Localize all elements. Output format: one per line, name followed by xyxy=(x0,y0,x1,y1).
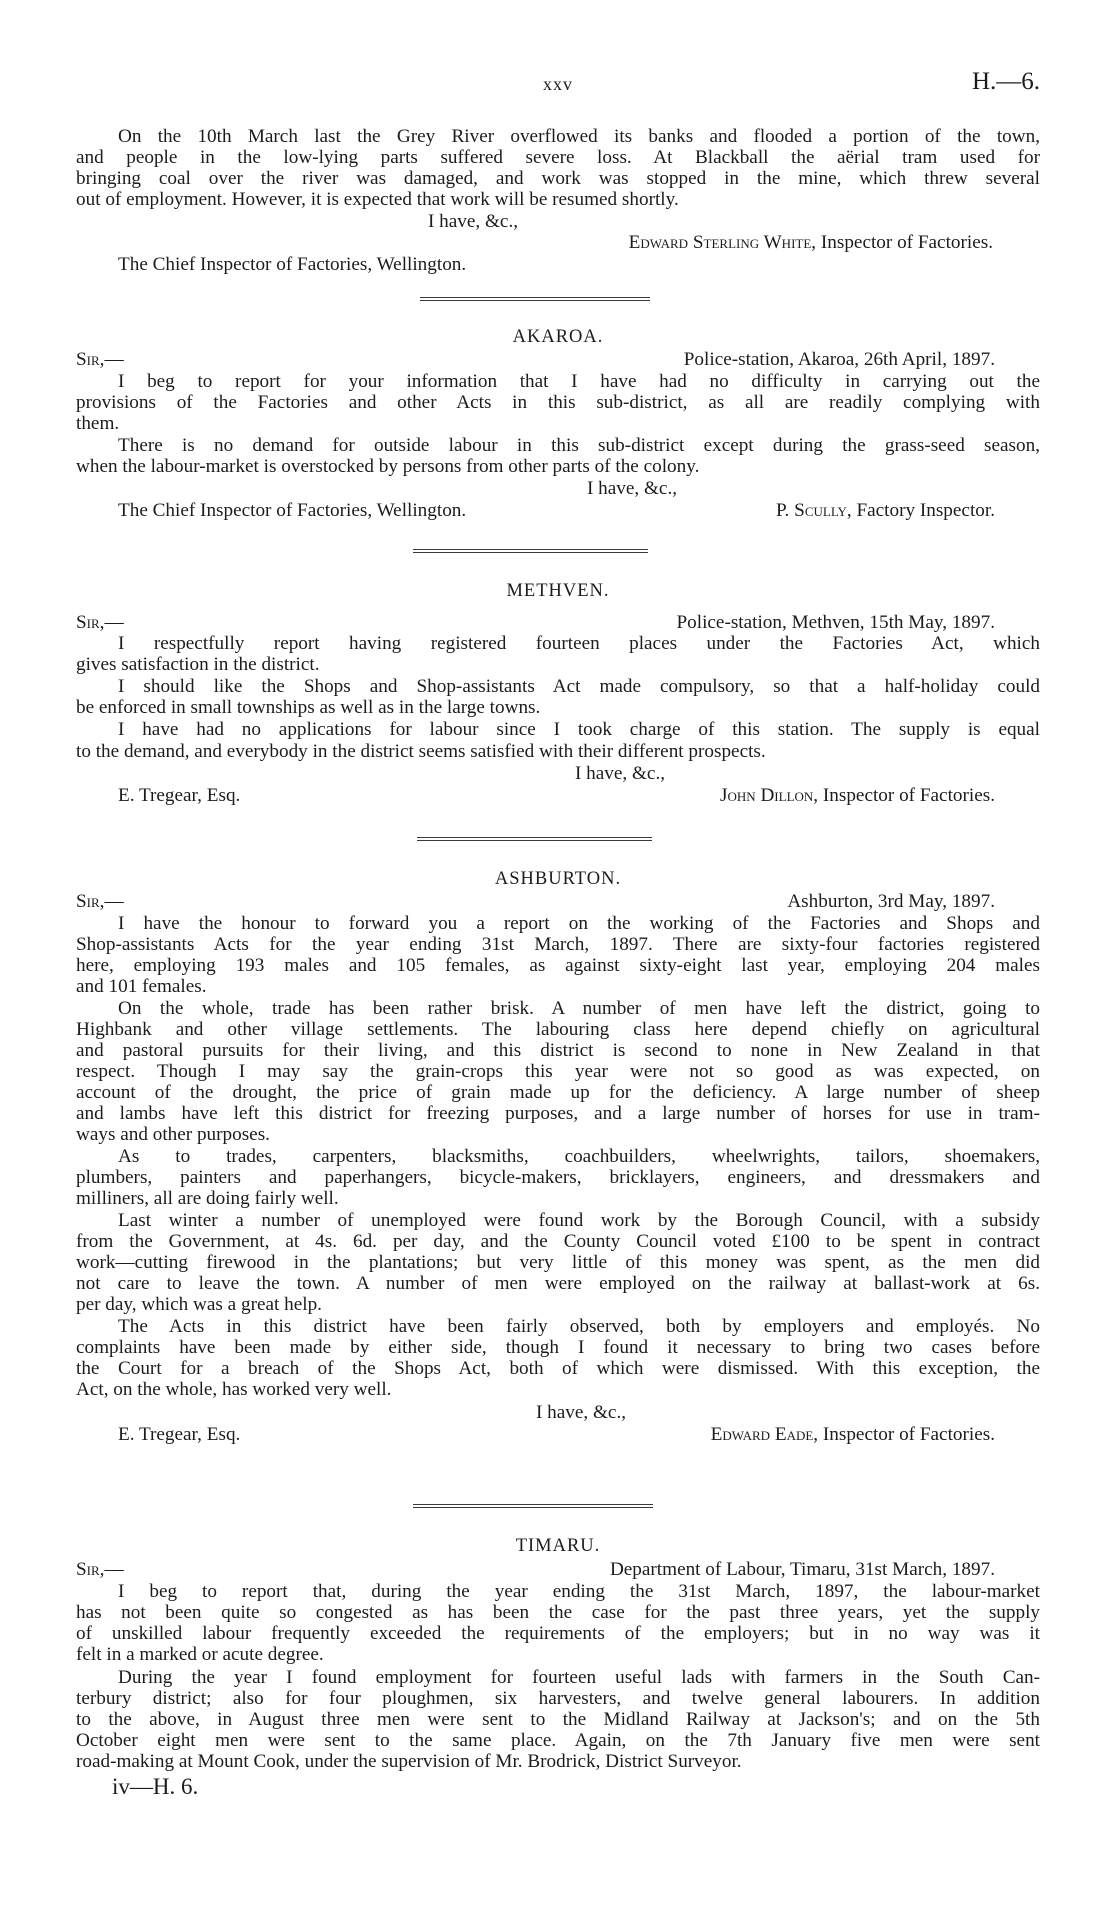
ashburton-p3-line-3: milliners, all are doing fairly well. xyxy=(76,1188,339,1209)
ashburton-p1-line-3: here, employing 193 males and 105 females, as against sixty-eight last year, employing 204 males xyxy=(76,955,1040,976)
grey-closing: I have, &c., xyxy=(428,211,519,232)
methven-closing: I have, &c., xyxy=(575,763,666,784)
section-divider xyxy=(413,1504,653,1509)
timaru-salutation: Sir,— xyxy=(76,1559,124,1580)
ashburton-addressee: E. Tregear, Esq. xyxy=(118,1424,241,1445)
signature-mark: iv—H. 6. xyxy=(112,1774,199,1799)
ashburton-p3-line-1: As to trades, carpenters, blacksmiths, coachbuilders, wheelwrights, tailors, shoemakers, xyxy=(118,1146,1040,1167)
ashburton-p1-line-2: Shop-assistants Acts for the year ending 31st March, 1897. There are sixty-four factories registered xyxy=(76,934,1040,955)
akaroa-p1-line-1: I beg to report for your information that I have had no difficulty in carrying out the xyxy=(118,371,1040,392)
page-number: xxv xyxy=(543,74,573,94)
ashburton-p4-line-1: Last winter a number of unemployed were found work by the Borough Council, with a subsidy xyxy=(118,1210,1040,1231)
timaru-address: Department of Labour, Timaru, 31st March, 1897. xyxy=(609,1559,995,1580)
ashburton-p2-line-6: and lambs have left this district for freezing purposes, and a large number of horses for use in tram- xyxy=(76,1103,1040,1124)
ashburton-p5-line-3: the Court for a breach of the Shops Act, both of which were dismissed. With this exception, the xyxy=(76,1358,1040,1379)
ashburton-p4-line-4: not care to leave the town. A number of men were employed on the railway at ballast-work at 6s. xyxy=(76,1273,1040,1294)
ashburton-signature xyxy=(580,1424,995,1446)
ashburton-p4-line-5: per day, which was a great help. xyxy=(76,1294,322,1315)
timaru-heading: TIMARU. xyxy=(515,1536,601,1556)
grey-line-3: bringing coal over the river was damaged, and work was stopped in the mine, which threw several xyxy=(76,168,1040,189)
ashburton-signature-title: , Inspector of Factories. xyxy=(813,1424,995,1445)
akaroa-signature-title: , Factory Inspector. xyxy=(846,500,995,521)
grey-addressee: The Chief Inspector of Factories, Wellington. xyxy=(118,254,467,275)
timaru-p2-line-2: terbury district; also for four ploughmen, six harvesters, and twelve general labourers. In addition xyxy=(76,1688,1040,1709)
timaru-p1-line-3: of unskilled labour frequently exceeded the requirements of the employers; but in no way was it xyxy=(76,1623,1040,1644)
ashburton-p2-line-7: ways and other purposes. xyxy=(76,1124,270,1145)
section-divider xyxy=(417,837,652,842)
ashburton-p2-line-1: On the whole, trade has been rather brisk. A number of men have left the district, going to xyxy=(118,998,1040,1019)
ashburton-p4-line-2: from the Government, at 4s. 6d. per day, and the County Council voted £100 to be spent in contract xyxy=(76,1231,1040,1252)
akaroa-address: Police-station, Akaroa, 26th April, 1897. xyxy=(683,349,995,370)
ashburton-p2-line-3: and pastoral pursuits for their living, and this district is second to none in New Zealand in that xyxy=(76,1040,1040,1061)
akaroa-salutation: Sir,— xyxy=(76,349,124,370)
methven-signature-name: John Dillon xyxy=(720,785,814,806)
timaru-p2-line-4: October eight men were sent to the same place. Again, on the 7th January five men were sent xyxy=(76,1730,1040,1751)
timaru-p2-line-5: road-making at Mount Cook, under the supervision of Mr. Brodrick, District Surveyor. xyxy=(76,1751,742,1772)
methven-p3-line-2: to the demand, and everybody in the district seems satisfied with their different prospects. xyxy=(76,741,766,762)
akaroa-p2-line-2: when the labour-market is overstocked by persons from other parts of the colony. xyxy=(76,456,700,477)
akaroa-addressee: The Chief Inspector of Factories, Wellington. xyxy=(118,500,467,521)
akaroa-p1-line-2: provisions of the Factories and other Acts in this sub-district, as all are readily complying with xyxy=(76,392,1040,413)
ashburton-p1-line-1: I have the honour to forward you a report on the working of the Factories and Shops and xyxy=(118,913,1040,934)
grey-line-1: On the 10th March last the Grey River overflowed its banks and flooded a portion of the town, xyxy=(118,126,1040,147)
ashburton-address: Ashburton, 3rd May, 1897. xyxy=(787,891,995,912)
akaroa-heading: AKAROA. xyxy=(512,327,604,347)
ashburton-p5-line-4: Act, on the whole, has worked very well. xyxy=(76,1379,392,1400)
akaroa-p1-line-3: them. xyxy=(76,413,120,434)
timaru-p1-line-2: has not been quite so congested as has been the case for the past three years, yet the supply xyxy=(76,1602,1040,1623)
grey-signature xyxy=(453,232,993,254)
akaroa-signature-name: P. Scully xyxy=(776,500,847,521)
timaru-p2-line-1: During the year I found employment for fourteen useful lads with farmers in the South Can- xyxy=(118,1667,1040,1688)
methven-address: Police-station, Methven, 15th May, 1897. xyxy=(676,612,995,633)
ashburton-p5-line-1: The Acts in this district have been fairly observed, both by employers and employés. No xyxy=(118,1316,1040,1337)
grey-line-2: and people in the low-lying parts suffered severe loss. At Blackball the aërial tram used for xyxy=(76,147,1040,168)
document-reference: H.—6. xyxy=(971,68,1040,95)
ashburton-heading: ASHBURTON. xyxy=(494,869,622,889)
methven-signature-title: , Inspector of Factories. xyxy=(813,785,995,806)
ashburton-p1-line-4: and 101 females. xyxy=(76,976,207,997)
methven-p1-line-2: gives satisfaction in the district. xyxy=(76,654,320,675)
methven-p2-line-2: be enforced in small townships as well as in the large towns. xyxy=(76,697,541,718)
methven-p1-line-1: I respectfully report having registered fourteen places under the Factories Act, which xyxy=(118,633,1040,654)
section-divider xyxy=(420,297,650,302)
ashburton-p3-line-2: plumbers, painters and paperhangers, bicycle-makers, bricklayers, engineers, and dressmakers and xyxy=(76,1167,1040,1188)
ashburton-signature-name: Edward Eade xyxy=(710,1424,814,1445)
ashburton-p5-line-2: complaints have been made by either side, though I found it necessary to bring two cases before xyxy=(76,1337,1040,1358)
timaru-p2-line-3: to the above, in August three men were sent to the Midland Railway at Jackson's; and on the 5th xyxy=(76,1709,1040,1730)
timaru-p1-line-1: I beg to report that, during the year ending the 31st March, 1897, the labour-market xyxy=(118,1581,1040,1602)
ashburton-p4-line-3: work—cutting firewood in the plantations; but very little of this money was spent, as the men did xyxy=(76,1252,1040,1273)
methven-salutation: Sir,— xyxy=(76,612,124,633)
methven-p2-line-1: I should like the Shops and Shop-assistants Act made compulsory, so that a half-holiday could xyxy=(118,676,1040,697)
ashburton-closing: I have, &c., xyxy=(536,1402,627,1423)
methven-signature xyxy=(580,785,995,807)
grey-signature-name: Edward Sterling White xyxy=(628,232,812,253)
ashburton-p2-line-5: account of the drought, the price of grain made up for the deficiency. A large number of sheep xyxy=(76,1082,1040,1103)
timaru-p1-line-4: felt in a marked or acute degree. xyxy=(76,1644,324,1665)
grey-line-4: out of employment. However, it is expected that work will be resumed shortly. xyxy=(76,189,679,210)
grey-signature-title: , Inspector of Factories. xyxy=(811,232,993,253)
ashburton-p2-line-2: Highbank and other village settlements. The labouring class here depend chiefly on agricultural xyxy=(76,1019,1040,1040)
akaroa-closing: I have, &c., xyxy=(587,478,678,499)
methven-addressee: E. Tregear, Esq. xyxy=(118,785,241,806)
methven-p3-line-1: I have had no applications for labour since I took charge of this station. The supply is equal xyxy=(118,719,1040,740)
akaroa-signature xyxy=(600,500,995,522)
ashburton-p2-line-4: respect. Though I may say the grain-crops this year were not so good as was expected, on xyxy=(76,1061,1040,1082)
section-divider xyxy=(413,549,648,554)
ashburton-salutation: Sir,— xyxy=(76,891,124,912)
akaroa-p2-line-1: There is no demand for outside labour in this sub-district except during the grass-seed season, xyxy=(118,435,1040,456)
methven-heading: METHVEN. xyxy=(506,581,610,601)
